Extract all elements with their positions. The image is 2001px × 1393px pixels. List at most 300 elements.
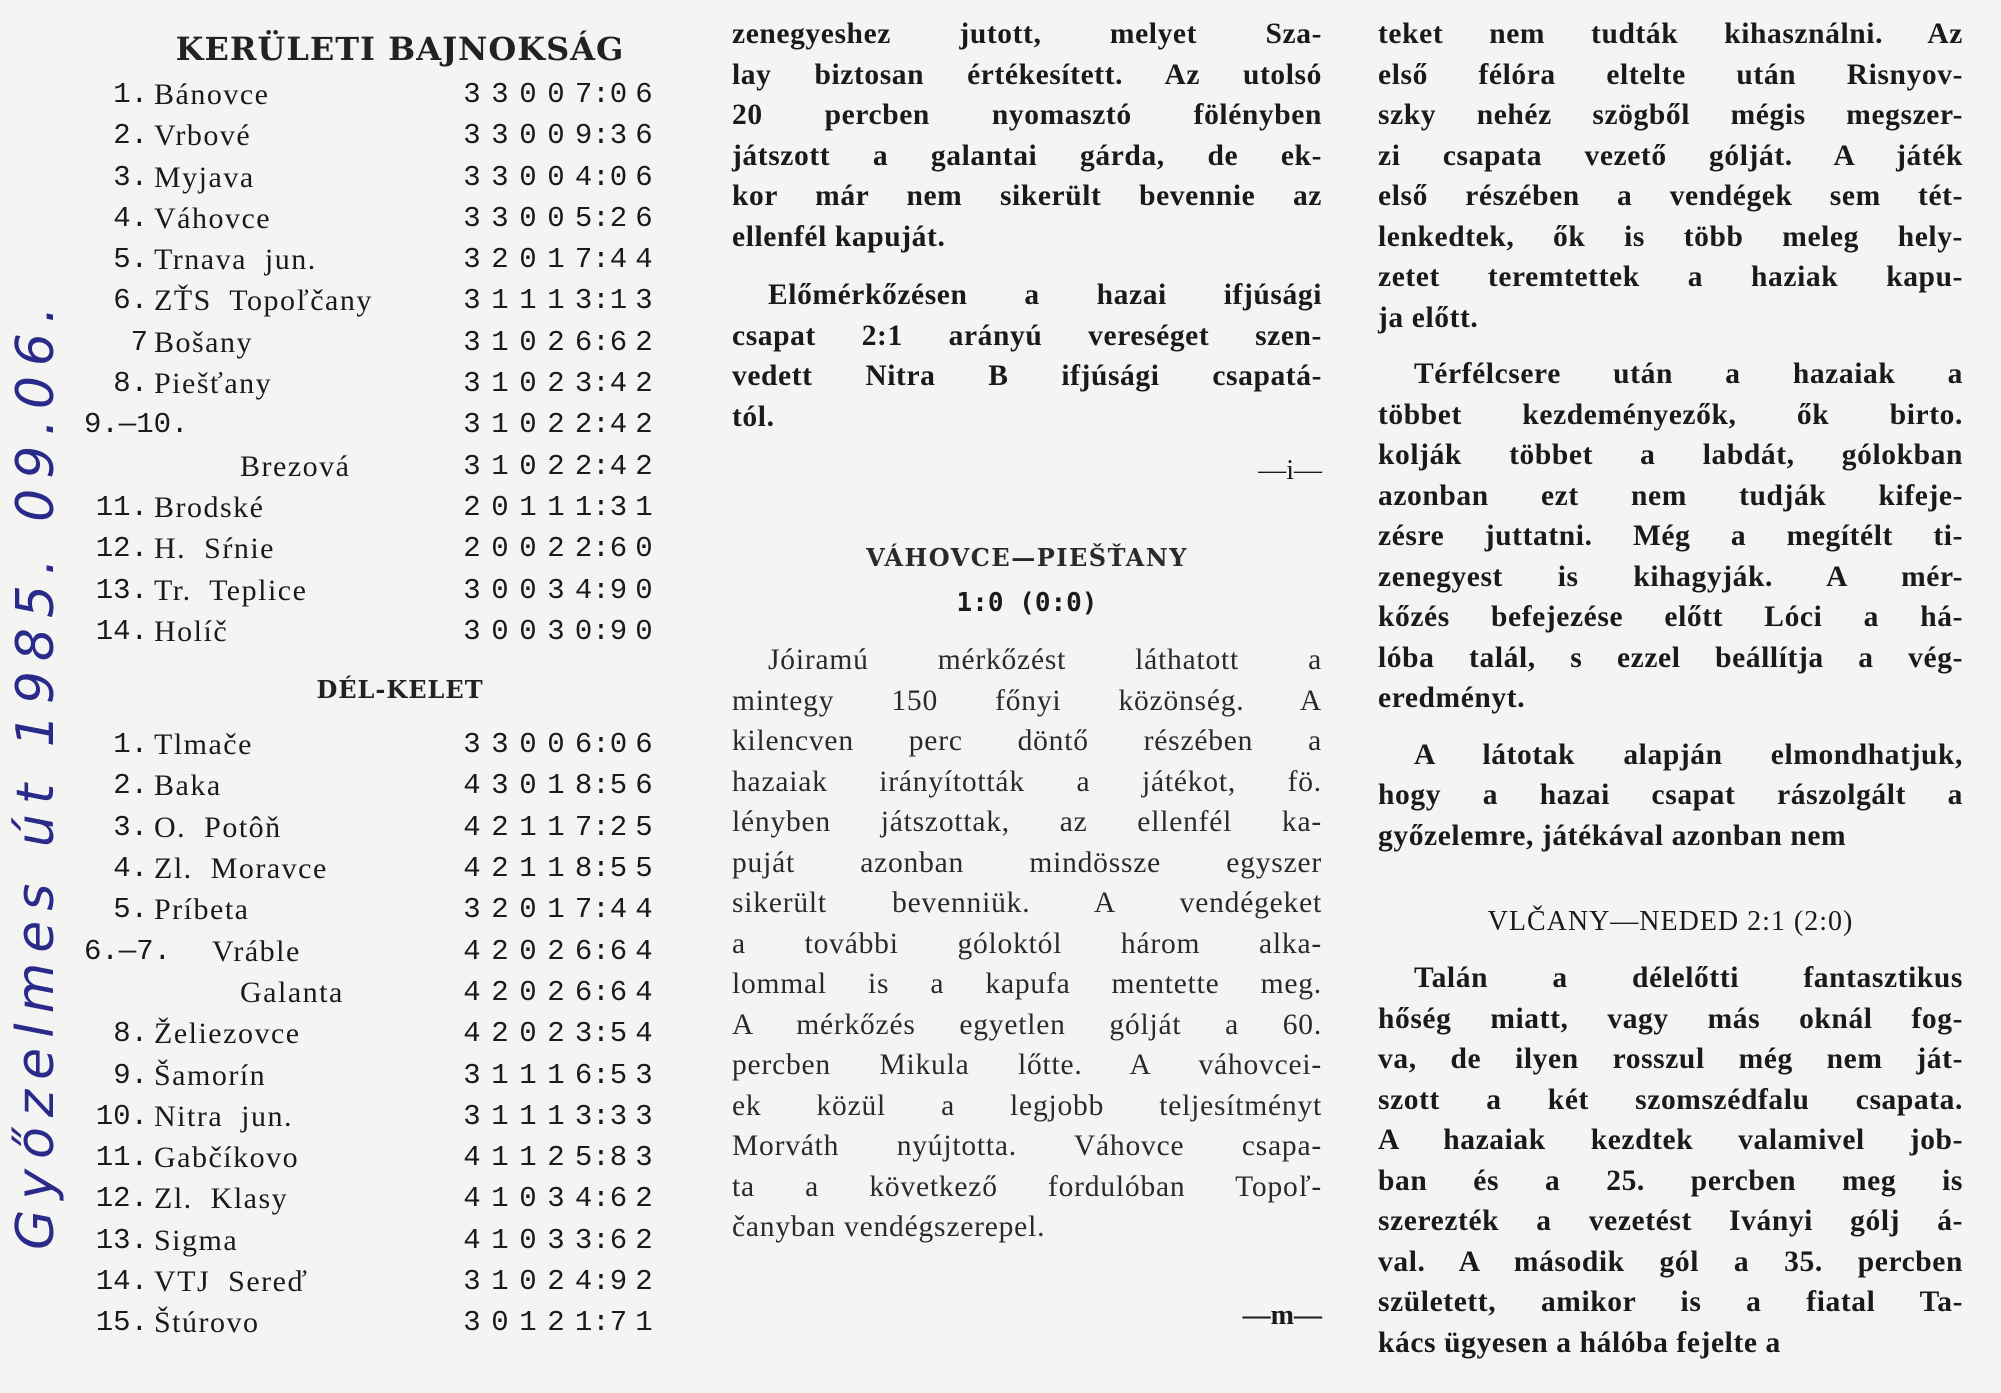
wins: 0 xyxy=(491,573,509,607)
wins: 1 xyxy=(491,408,509,442)
draws: 1 xyxy=(519,1306,537,1340)
draws: 0 xyxy=(519,243,537,277)
wins: 2 xyxy=(491,893,509,927)
draws: 0 xyxy=(519,408,537,442)
text-line: született, amikor is a fiatal Ta- xyxy=(1378,1286,1963,1318)
team-stats xyxy=(458,404,656,445)
draws: 0 xyxy=(519,934,537,968)
standings-row xyxy=(90,198,710,239)
standings-row xyxy=(90,848,710,889)
team-name: Bánovce xyxy=(154,78,270,111)
standings-row xyxy=(90,157,710,198)
wins: 2 xyxy=(491,243,509,277)
points: 2 xyxy=(635,325,653,359)
points: 4 xyxy=(635,1017,653,1051)
goals: 4:6 xyxy=(574,1182,628,1216)
goals: 7:4 xyxy=(574,243,628,277)
article-paragraph xyxy=(1378,735,1963,857)
wins: 3 xyxy=(491,201,509,235)
team-stats xyxy=(458,765,656,806)
played: 3 xyxy=(463,160,481,194)
points: 2 xyxy=(635,449,653,483)
wins: 2 xyxy=(491,810,509,844)
standings-row xyxy=(90,363,710,404)
goals: 6:5 xyxy=(574,1058,628,1092)
team-stats xyxy=(458,1261,656,1302)
goals: 7:4 xyxy=(574,893,628,927)
wins: 1 xyxy=(491,1141,509,1175)
draws: 0 xyxy=(519,532,537,566)
text-line: hazaiak irányították a játékot, fö. xyxy=(732,765,1322,798)
text-line: győzelemre, játékával azonban nem xyxy=(1378,819,1847,852)
losses: 2 xyxy=(547,934,565,968)
points: 6 xyxy=(635,78,653,111)
draws: 0 xyxy=(519,119,537,153)
team-name: Želiezovce xyxy=(154,1017,301,1051)
team-name: Holíč xyxy=(154,614,229,648)
losses: 1 xyxy=(547,893,565,927)
goals: 7:0 xyxy=(574,78,628,111)
text-line: teket nem tudták kihasználni. Az xyxy=(1378,18,1963,50)
team-name: Brodské xyxy=(154,490,265,524)
wins: 1 xyxy=(491,449,509,483)
rank: 9. xyxy=(113,1058,148,1092)
goals: 6:6 xyxy=(574,325,628,359)
article-paragraph xyxy=(732,275,1322,437)
losses: 0 xyxy=(547,728,565,762)
rank: 13. xyxy=(95,1223,148,1257)
goals: 9:3 xyxy=(574,119,628,153)
losses: 1 xyxy=(547,1099,565,1133)
draws: 0 xyxy=(519,160,537,194)
standings-row xyxy=(90,446,710,487)
points: 6 xyxy=(635,119,653,153)
points: 0 xyxy=(635,573,653,607)
rank: 13. xyxy=(95,573,148,607)
standings-row xyxy=(90,765,710,806)
text-line: kőzés befejezése előtt Lóci a há- xyxy=(1378,601,1963,633)
team-name: Trnava jun. xyxy=(154,243,317,277)
played: 3 xyxy=(463,201,481,235)
points: 2 xyxy=(635,1182,653,1216)
text-line: mintegy 150 főnyi közönség. A xyxy=(732,684,1322,717)
match-title: VÁHOVCE—PIEŠŤANY xyxy=(866,543,1188,572)
draws: 0 xyxy=(519,1265,537,1299)
text-line: lommal is a kapufa mentette meg. xyxy=(732,968,1322,1000)
standings-row xyxy=(90,1096,710,1137)
team-name: Štúrovo xyxy=(154,1306,260,1340)
text-line: percben Mikula lőtte. A váhovcei- xyxy=(732,1049,1322,1081)
losses: 0 xyxy=(547,119,565,153)
rank: 5. xyxy=(113,893,148,927)
text-line: lényben játszottak, az ellenfél ka- xyxy=(732,806,1322,838)
text-line: kor már nem sikerült bevennie az xyxy=(732,180,1322,212)
rank: 6.—7. xyxy=(84,934,172,968)
draws: 0 xyxy=(519,367,537,401)
text-line: ta a következő fordulóban Topoľ- xyxy=(732,1170,1322,1203)
text-line: lenkedtek, ők is több meleg hely- xyxy=(1378,220,1963,253)
team-stats xyxy=(458,1220,656,1261)
losses: 1 xyxy=(547,243,565,277)
team-stats xyxy=(458,74,656,115)
text-line: Előmérkőzésen a hazai ifjúsági xyxy=(768,279,1322,311)
team-name: Zl. Moravce xyxy=(154,852,328,886)
standings-row xyxy=(90,570,710,611)
team-stats xyxy=(458,487,656,528)
wins: 3 xyxy=(491,78,509,111)
goals: 1:7 xyxy=(574,1306,628,1340)
rank: 1. xyxy=(113,78,148,111)
match-title: VLČANY—NEDED 2:1 (2:0) xyxy=(1487,906,1854,937)
goals: 0:9 xyxy=(574,614,628,648)
played: 3 xyxy=(463,1306,481,1340)
standings-row xyxy=(90,724,710,765)
points: 4 xyxy=(635,934,653,968)
standings-row xyxy=(90,1013,710,1054)
losses: 2 xyxy=(547,1306,565,1340)
team-name: Zl. Klasy xyxy=(154,1182,289,1216)
text-line: ja előtt. xyxy=(1378,301,1479,334)
text-line: azonban ezt nem tudják kifeje- xyxy=(1378,479,1963,512)
text-line: Talán a délelőtti fantasztikus xyxy=(1414,962,1963,994)
standings-row xyxy=(90,528,710,569)
played: 4 xyxy=(463,934,481,968)
played: 3 xyxy=(463,893,481,927)
rank: 5. xyxy=(113,243,148,277)
goals: 2:4 xyxy=(574,408,628,442)
losses: 2 xyxy=(547,325,565,359)
goals: 3:4 xyxy=(574,367,628,401)
rank: 1. xyxy=(113,728,148,762)
losses: 1 xyxy=(547,810,565,844)
standings-row xyxy=(90,972,710,1013)
draws: 1 xyxy=(519,490,537,524)
standings-column xyxy=(84,0,710,1344)
rank: 4. xyxy=(113,852,148,886)
played: 3 xyxy=(463,367,481,401)
team-stats xyxy=(458,611,656,652)
team-name: Baka xyxy=(154,769,222,803)
played: 3 xyxy=(463,1099,481,1133)
team-stats xyxy=(458,1137,656,1178)
team-name: H. Sŕnie xyxy=(154,532,275,566)
goals: 6:6 xyxy=(574,975,628,1009)
wins: 1 xyxy=(491,367,509,401)
points: 6 xyxy=(635,201,653,235)
wins: 1 xyxy=(491,1223,509,1257)
points: 4 xyxy=(635,243,653,277)
points: 1 xyxy=(635,490,653,524)
team-name: Tr. Teplice xyxy=(154,573,308,607)
team-stats xyxy=(458,1302,656,1343)
team-name: Nitra jun. xyxy=(154,1099,293,1133)
goals: 3:5 xyxy=(574,1017,628,1051)
group-title-del-kelet: DÉL-KELET xyxy=(316,675,484,705)
rank: 12. xyxy=(95,1182,148,1216)
team-stats xyxy=(458,322,656,363)
played: 3 xyxy=(463,573,481,607)
wins: 2 xyxy=(491,934,509,968)
wins: 0 xyxy=(491,490,509,524)
played: 4 xyxy=(463,975,481,1009)
goals: 8:5 xyxy=(574,769,628,803)
match-score: 1:0 (0:0) xyxy=(956,588,1098,618)
points: 0 xyxy=(635,614,653,648)
standings-row xyxy=(90,1055,710,1096)
team-stats xyxy=(458,446,656,487)
text-line: szott a két szomszédfalu csapata. xyxy=(1378,1083,1963,1116)
points: 4 xyxy=(635,975,653,1009)
team-stats xyxy=(458,280,656,321)
wins: 1 xyxy=(491,1099,509,1133)
goals: 3:6 xyxy=(574,1223,628,1257)
goals: 3:1 xyxy=(574,284,628,318)
wins: 1 xyxy=(491,1265,509,1299)
author-signature: —m— xyxy=(1242,1299,1322,1331)
standings-row xyxy=(90,611,710,652)
team-name: Šamorín xyxy=(154,1058,267,1092)
wins: 2 xyxy=(491,975,509,1009)
standings-row xyxy=(90,1302,710,1343)
text-line: sikerült bevenniük. A vendégeket xyxy=(732,887,1322,919)
standings-row xyxy=(90,322,710,363)
points: 5 xyxy=(635,852,653,886)
text-line: játszott a galantai gárda, de ek- xyxy=(732,139,1322,172)
team-stats xyxy=(458,931,656,972)
goals: 3:3 xyxy=(574,1099,628,1133)
team-name: Galanta xyxy=(240,975,344,1009)
team-name: VTJ Sereď xyxy=(154,1265,309,1299)
text-line: eredményt. xyxy=(1378,682,1526,714)
points: 5 xyxy=(635,810,653,844)
points: 2 xyxy=(635,1223,653,1257)
draws: 0 xyxy=(519,449,537,483)
text-line: val. A második gól a 35. percben xyxy=(1378,1245,1963,1278)
standings-row xyxy=(90,1261,710,1302)
goals: 4:9 xyxy=(574,1265,628,1299)
team-stats xyxy=(458,528,656,569)
losses: 0 xyxy=(547,78,565,111)
team-name: Myjava xyxy=(154,160,255,194)
standings-row xyxy=(84,931,710,972)
wins: 0 xyxy=(491,532,509,566)
standings-row xyxy=(90,889,710,930)
played: 3 xyxy=(463,614,481,648)
draws: 0 xyxy=(519,728,537,762)
draws: 0 xyxy=(519,78,537,111)
points: 3 xyxy=(635,1141,653,1175)
text-line: első részében a vendégek sem tét- xyxy=(1378,180,1963,212)
article-paragraph xyxy=(1378,354,1963,719)
goals: 4:0 xyxy=(574,160,628,194)
losses: 1 xyxy=(547,852,565,886)
standings-row xyxy=(90,280,710,321)
played: 3 xyxy=(463,1058,481,1092)
text-line: tól. xyxy=(732,400,775,433)
rank: 2. xyxy=(113,769,148,803)
text-line: A látotak alapján elmondhatjuk, xyxy=(1414,738,1963,771)
team-stats xyxy=(458,724,656,765)
wins: 1 xyxy=(491,1182,509,1216)
draws: 0 xyxy=(519,325,537,359)
standings-row xyxy=(90,1178,710,1219)
league-title: KERÜLETI BAJNOKSÁG xyxy=(175,30,625,68)
text-line: A hazaiak kezdtek valamivel job- xyxy=(1378,1124,1963,1156)
team-stats xyxy=(458,115,656,156)
standings-table-kerueleti xyxy=(84,74,710,652)
team-stats xyxy=(458,1178,656,1219)
text-line: Térfélcsere után a hazaiak a xyxy=(1414,358,1963,390)
played: 3 xyxy=(463,119,481,153)
text-line: zetet teremtettek a haziak kapu- xyxy=(1378,261,1963,293)
text-line: Morváth nyújtotta. Váhovce csapa- xyxy=(732,1130,1322,1162)
text-line: ellenfél kapuját. xyxy=(732,220,946,253)
draws: 0 xyxy=(519,893,537,927)
points: 3 xyxy=(635,1058,653,1092)
text-line: szky nehéz szögből mégis megszer- xyxy=(1378,99,1963,131)
points: 3 xyxy=(635,1099,653,1133)
text-line: csapat 2:1 arányú vereséget szen- xyxy=(732,319,1322,352)
points: 0 xyxy=(635,532,653,566)
losses: 2 xyxy=(547,449,565,483)
rank: 12. xyxy=(95,532,148,566)
points: 4 xyxy=(635,893,653,927)
points: 2 xyxy=(635,367,653,401)
draws: 0 xyxy=(519,769,537,803)
text-line: 20 percben nyomasztó fölényben xyxy=(732,99,1322,131)
points: 3 xyxy=(635,284,653,318)
draws: 1 xyxy=(519,284,537,318)
goals: 2:4 xyxy=(574,449,628,483)
played: 3 xyxy=(463,408,481,442)
team-name: O. Potôň xyxy=(154,810,282,844)
text-line: Jóiramú mérkőzést láthatott a xyxy=(768,644,1322,676)
rank: 15. xyxy=(95,1306,148,1340)
text-line: vedett Nitra B ifjúsági csapatá- xyxy=(732,360,1322,392)
standings-row xyxy=(90,807,710,848)
team-stats xyxy=(458,972,656,1013)
text-line: kilencven perc döntő részében a xyxy=(732,725,1322,757)
draws: 0 xyxy=(519,614,537,648)
rank: 9.—10. xyxy=(84,408,189,442)
text-line: lóba talál, s ezzel beállítja a vég- xyxy=(1378,641,1963,674)
team-name: Bošany xyxy=(154,325,253,359)
goals: 8:5 xyxy=(574,852,628,886)
points: 6 xyxy=(635,728,653,762)
draws: 1 xyxy=(519,852,537,886)
goals: 5:2 xyxy=(574,201,628,235)
draws: 1 xyxy=(519,1058,537,1092)
text-line: zenegyeshez jutott, melyet Sza- xyxy=(732,18,1322,50)
team-stats xyxy=(458,1055,656,1096)
rank: 2. xyxy=(113,119,148,153)
draws: 0 xyxy=(519,1182,537,1216)
draws: 0 xyxy=(519,1017,537,1051)
rank: 8. xyxy=(113,367,148,401)
rank: 11. xyxy=(95,1141,148,1175)
played: 3 xyxy=(463,728,481,762)
standings-row xyxy=(90,74,710,115)
losses: 3 xyxy=(547,1182,565,1216)
team-stats xyxy=(458,1013,656,1054)
team-name: Gabčíkovo xyxy=(154,1141,300,1175)
team-stats xyxy=(458,889,656,930)
team-stats xyxy=(458,239,656,280)
losses: 2 xyxy=(547,1017,565,1051)
points: 6 xyxy=(635,769,653,803)
text-line: zi csapata vezető gólját. A játék xyxy=(1378,139,1963,172)
rank: 3. xyxy=(113,810,148,844)
losses: 2 xyxy=(547,367,565,401)
goals: 7:2 xyxy=(574,810,628,844)
wins: 0 xyxy=(491,614,509,648)
played: 4 xyxy=(463,769,481,803)
team-name: Príbeta xyxy=(154,893,250,927)
draws: 0 xyxy=(519,975,537,1009)
author-signature: —i— xyxy=(1258,455,1322,486)
wins: 2 xyxy=(491,1017,509,1051)
losses: 3 xyxy=(547,614,565,648)
wins: 3 xyxy=(491,728,509,762)
text-line: ek közül a legjobb teljesítményt xyxy=(732,1089,1322,1122)
handwritten-note: Győzelmes út 1985. 09.06. xyxy=(6,296,66,1250)
wins: 1 xyxy=(491,325,509,359)
rank: 4. xyxy=(113,201,148,235)
wins: 1 xyxy=(491,1058,509,1092)
draws: 0 xyxy=(519,573,537,607)
losses: 2 xyxy=(547,975,565,1009)
played: 3 xyxy=(463,284,481,318)
rank: 10. xyxy=(95,1099,148,1133)
played: 3 xyxy=(463,243,481,277)
goals: 6:6 xyxy=(574,934,628,968)
team-name: Piešťany xyxy=(154,367,273,401)
goals: 1:3 xyxy=(574,490,628,524)
wins: 2 xyxy=(491,852,509,886)
goals: 2:6 xyxy=(574,532,628,566)
team-name: ZŤS Topoľčany xyxy=(154,284,373,318)
played: 4 xyxy=(463,1141,481,1175)
article-column-middle xyxy=(732,0,1322,1332)
team-stats xyxy=(458,1096,656,1137)
text-line: hogy a hazai csapat rászolgált a xyxy=(1378,779,1963,811)
draws: 1 xyxy=(519,1141,537,1175)
losses: 2 xyxy=(547,408,565,442)
points: 2 xyxy=(635,1265,653,1299)
team-stats xyxy=(458,198,656,239)
text-line: a további góloktól három alka- xyxy=(732,927,1322,960)
team-stats xyxy=(458,848,656,889)
standings-row xyxy=(90,1220,710,1261)
wins: 3 xyxy=(491,119,509,153)
played: 4 xyxy=(463,852,481,886)
standings-row xyxy=(90,239,710,280)
article-paragraph xyxy=(1378,958,1963,1363)
team-name: Sigma xyxy=(154,1223,239,1257)
article-column-right xyxy=(1378,0,1963,1363)
text-line: A mérkőzés egyetlen gólját a 60. xyxy=(732,1008,1322,1041)
goals: 6:0 xyxy=(574,728,628,762)
team-stats xyxy=(458,570,656,611)
draws: 1 xyxy=(519,810,537,844)
rank: 7 xyxy=(130,325,148,359)
goals: 5:8 xyxy=(574,1141,628,1175)
rank: 14. xyxy=(95,614,148,648)
played: 3 xyxy=(463,325,481,359)
text-line: kolják többet a labdát, gólokban xyxy=(1378,439,1963,471)
text-line: többet kezdeményezők, ők birto. xyxy=(1378,398,1963,431)
draws: 1 xyxy=(519,1099,537,1133)
